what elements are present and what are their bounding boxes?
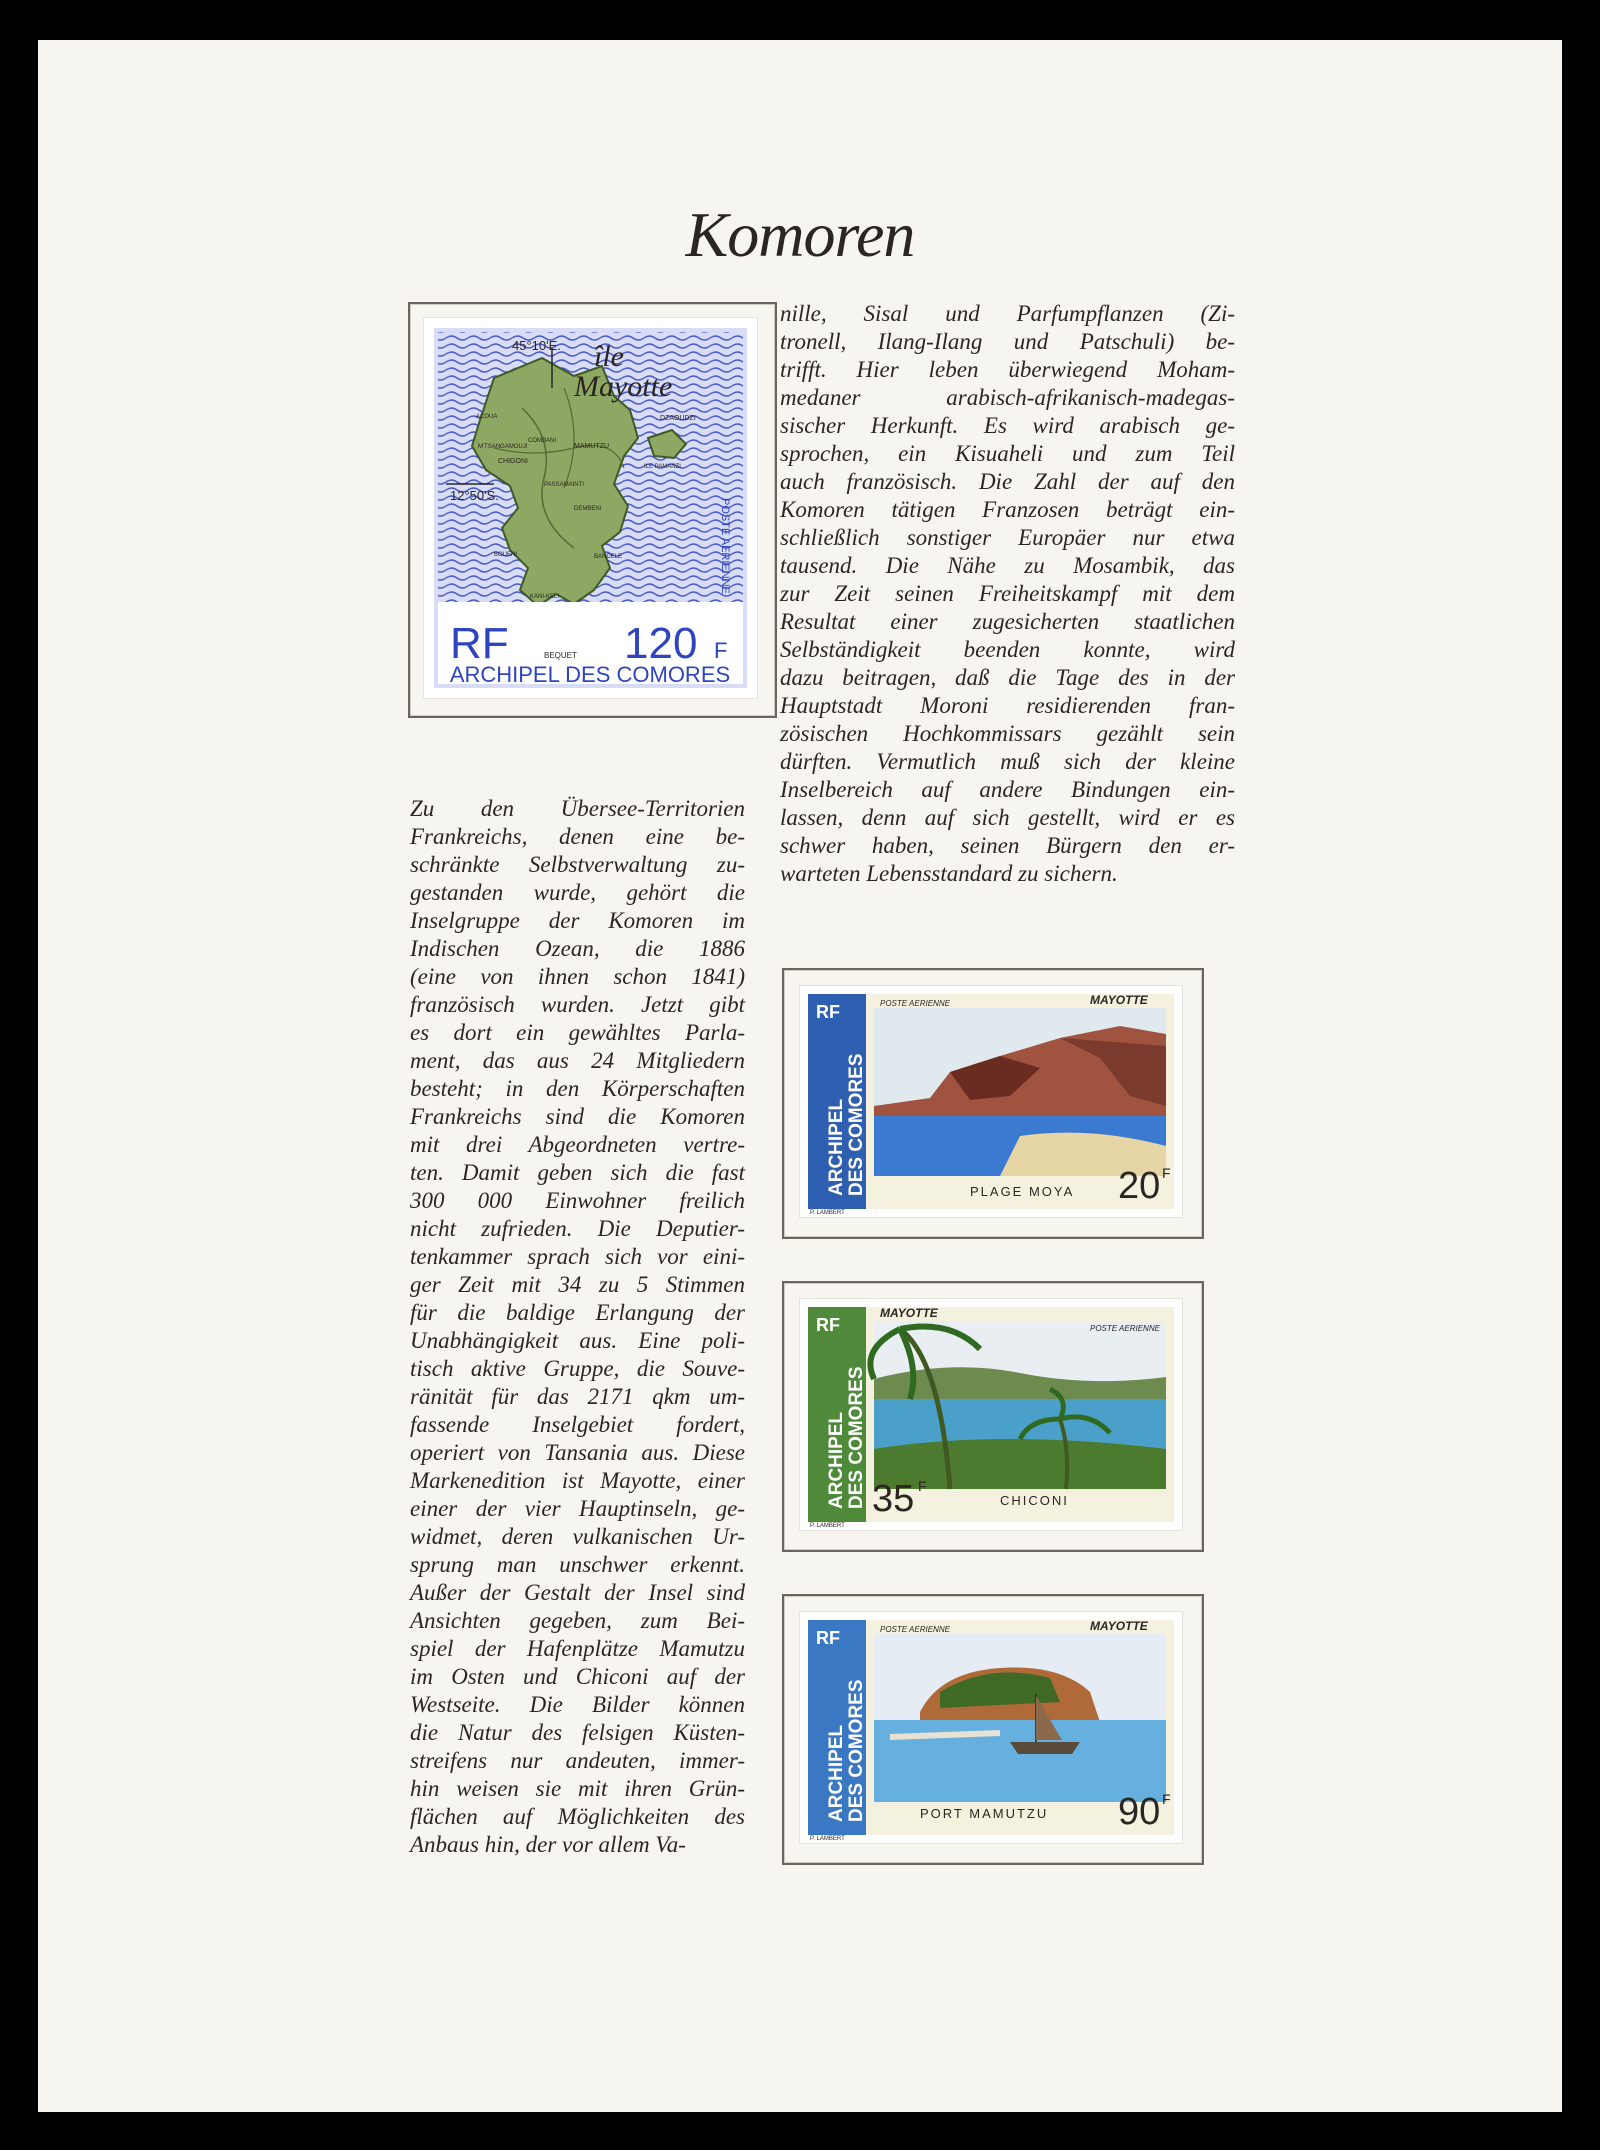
chiconi-artist: P. LAMBERT bbox=[810, 1523, 845, 1529]
map-latitude: 12°50'S. bbox=[450, 488, 499, 503]
chiconi-region: MAYOTTE bbox=[880, 1306, 938, 1320]
text-line: spiel der Hafenplätze Mamutzu bbox=[410, 1636, 745, 1661]
text-line: nicht zufrieden. Die Deputier- bbox=[410, 1216, 745, 1241]
text-line: operiert von Tansania aus. Diese bbox=[410, 1440, 745, 1465]
text-line: ger Zeit mit 34 zu 5 Stimmen bbox=[410, 1272, 745, 1297]
plage-value: 20 bbox=[1118, 1165, 1161, 1207]
text-line: im Osten und Chiconi auf der bbox=[410, 1664, 745, 1689]
plage-rf: RF bbox=[816, 1002, 840, 1022]
text-line: Außer der Gestalt der Insel sind bbox=[410, 1580, 745, 1605]
text-line: Unabhängigkeit aus. Eine poli- bbox=[410, 1328, 745, 1353]
text-line: zösischen Hochkommissars gezählt sein bbox=[780, 721, 1235, 746]
map-side-text: POSTE AERIENNE bbox=[719, 498, 731, 594]
map-title-line2: Mayotte bbox=[574, 370, 673, 403]
plage-airmail: POSTE AERIENNE bbox=[880, 999, 950, 1008]
chiconi-value: 35 bbox=[872, 1478, 915, 1520]
chiconi-country-line1: ARCHIPEL bbox=[826, 1411, 847, 1509]
text-line: einer der vier Hauptinseln, ge- bbox=[410, 1496, 745, 1521]
text-line: auch französisch. Die Zahl der auf den bbox=[780, 469, 1235, 494]
text-line: Anbaus hin, der vor allem Va- bbox=[410, 1832, 686, 1857]
text-line: (eine von ihnen schon 1841) bbox=[410, 964, 745, 989]
text-line: sischer Herkunft. Es wird arabisch ge- bbox=[780, 413, 1235, 438]
chiconi-country-line2: DES COMORES bbox=[846, 1366, 867, 1509]
map-longitude: 45°10'E. bbox=[512, 338, 561, 353]
text-column-left bbox=[410, 795, 745, 1859]
text-line: gestanden wurde, gehört die bbox=[410, 880, 745, 905]
text-line: besteht; in den Körperschaften bbox=[410, 1076, 745, 1101]
plage-value-unit: F bbox=[1162, 1165, 1171, 1181]
text-line: ment, das aus 24 Mitgliedern bbox=[410, 1048, 745, 1073]
plage-artist: P. LAMBERT bbox=[810, 1210, 845, 1216]
map-value-unit: F bbox=[714, 638, 728, 663]
text-line: Markenedition ist Mayotte, einer bbox=[410, 1468, 745, 1493]
text-line: tronell, Ilang-Ilang und Patschuli) be- bbox=[780, 329, 1235, 354]
text-line: die Natur des felsigen Küsten- bbox=[410, 1720, 745, 1745]
text-line: medaner arabisch-afrikanisch-madegas- bbox=[780, 385, 1235, 410]
text-line: ränität für das 2171 qkm um- bbox=[410, 1384, 745, 1409]
album-page bbox=[38, 40, 1562, 2112]
stamp-mount-chiconi bbox=[782, 1281, 1204, 1552]
text-line: nille, Sisal und Parfumpflanzen (Zi- bbox=[780, 301, 1235, 326]
plage-region: MAYOTTE bbox=[1090, 993, 1148, 1007]
text-line: ten. Damit geben sich die fast bbox=[410, 1160, 745, 1185]
stamp-plage-moya bbox=[800, 986, 1182, 1217]
text-line: streifens nur andeuten, immer- bbox=[410, 1748, 745, 1773]
stamp-ile-mayotte bbox=[424, 318, 757, 698]
mamutzu-country-line2: DES COMORES bbox=[846, 1679, 867, 1822]
stamp-mount-port-mamutzu bbox=[782, 1594, 1204, 1865]
mamutzu-rf: RF bbox=[816, 1628, 840, 1648]
text-line: flächen auf Möglichkeiten des bbox=[410, 1804, 745, 1829]
chiconi-caption: CHICONI bbox=[1000, 1493, 1069, 1508]
text-line: schwer haben, seinen Bürgern den er- bbox=[780, 833, 1235, 858]
mamutzu-region: MAYOTTE bbox=[1090, 1619, 1148, 1633]
map-place-0: ACOUA bbox=[476, 414, 498, 420]
map-value: 120 bbox=[624, 619, 698, 668]
text-line: schränkte Selbstverwaltung zu- bbox=[410, 852, 745, 877]
text-line: französisch wurden. Jetzt gibt bbox=[410, 992, 745, 1017]
map-rf: RF bbox=[450, 619, 509, 668]
mamutzu-value-unit: F bbox=[1162, 1791, 1171, 1807]
text-line: lassen, denn auf sich gestellt, wird er es bbox=[780, 805, 1235, 830]
text-line: dürften. Vermutlich muß sich der kleine bbox=[780, 749, 1235, 774]
text-line: trifft. Hier leben überwiegend Moham- bbox=[780, 357, 1235, 382]
text-line: tisch aktive Gruppe, die Souve- bbox=[410, 1356, 745, 1381]
map-place-11: DEMBENI bbox=[574, 506, 602, 512]
mamutzu-artist: P. LAMBERT bbox=[810, 1836, 845, 1842]
text-line: zur Zeit seinen Freiheitskampf mit dem bbox=[780, 581, 1235, 606]
text-line: Inselbereich auf andere Bindungen ein- bbox=[780, 777, 1235, 802]
mamutzu-value: 90 bbox=[1118, 1791, 1161, 1833]
text-line: Frankreichs sind die Komoren bbox=[410, 1104, 745, 1129]
text-line: dazu beitragen, daß die Tage des in der bbox=[780, 665, 1235, 690]
map-place-4: DZAOUDZI bbox=[660, 415, 696, 422]
chiconi-value-unit: F bbox=[918, 1478, 927, 1494]
stamp-mount-plage-moya bbox=[782, 968, 1204, 1239]
text-line: Frankreichs, denen eine be- bbox=[410, 824, 745, 849]
stamp-chiconi bbox=[800, 1299, 1182, 1530]
map-place-2: CHIGONI bbox=[498, 458, 528, 465]
text-line: 300 000 Einwohner freilich bbox=[410, 1188, 745, 1213]
text-line: Westseite. Die Bilder können bbox=[410, 1692, 745, 1717]
map-place-10: COMBANI bbox=[528, 438, 557, 444]
text-line: Resultat einer zugesicherten staatlichen bbox=[780, 609, 1235, 634]
chiconi-airmail: POSTE AERIENNE bbox=[1090, 1324, 1160, 1333]
stamp-port-mamutzu bbox=[800, 1612, 1182, 1843]
map-place-8: KANI-KELI bbox=[530, 594, 560, 600]
text-line: widmet, deren vulkanischen Ur- bbox=[410, 1524, 745, 1549]
text-line: tenkammer sprach sich vor eini- bbox=[410, 1244, 745, 1269]
mamutzu-airmail: POSTE AERIENNE bbox=[880, 1625, 950, 1634]
text-line: sprung man unschwer erkennt. bbox=[410, 1552, 745, 1577]
text-line: Ansichten gegeben, zum Bei- bbox=[410, 1608, 745, 1633]
map-title-line1: île bbox=[594, 340, 624, 373]
text-line: tausend. Die Nähe zu Mosambik, das bbox=[780, 553, 1235, 578]
map-place-7: BOUENI bbox=[494, 552, 518, 558]
text-column-right bbox=[780, 300, 1235, 888]
text-line: für die baldige Erlangung der bbox=[410, 1300, 745, 1325]
map-place-1: M'TSANGAMOUJI bbox=[478, 444, 528, 450]
map-place-9: PASSAMAINTI bbox=[544, 482, 584, 488]
text-line: es dort ein gewähltes Parla- bbox=[410, 1020, 745, 1045]
text-line: warteten Lebensstandard zu sichern. bbox=[780, 861, 1118, 886]
text-line: schließlich sonstiger Europäer nur etwa bbox=[780, 525, 1235, 550]
map-place-6: BANDELE bbox=[594, 554, 623, 560]
map-country: ARCHIPEL DES COMORES bbox=[449, 662, 731, 687]
mamutzu-country-line1: ARCHIPEL bbox=[826, 1724, 847, 1822]
text-line: mit drei Abgeordneten vertre- bbox=[410, 1132, 745, 1157]
map-artist: BEQUET bbox=[544, 651, 577, 660]
text-line: Zu den Übersee-Territorien bbox=[410, 796, 745, 821]
text-line: Hauptstadt Moroni residierenden fran- bbox=[780, 693, 1235, 718]
text-line: Selbständigkeit beenden konnte, wird bbox=[780, 637, 1235, 662]
plage-country-line1: ARCHIPEL bbox=[826, 1098, 847, 1196]
plage-caption: PLAGE MOYA bbox=[970, 1184, 1075, 1199]
map-place-3: MAMUTZU bbox=[574, 443, 609, 450]
plage-country-line2: DES COMORES bbox=[846, 1053, 867, 1196]
chiconi-rf: RF bbox=[816, 1315, 840, 1335]
text-line: sprochen, ein Kisuaheli und zum Teil bbox=[780, 441, 1235, 466]
page-title: Komoren bbox=[685, 199, 915, 270]
text-line: Komoren tätigen Franzosen beträgt ein- bbox=[780, 497, 1235, 522]
text-line: Inselgruppe der Komoren im bbox=[410, 908, 745, 933]
map-place-5: ILE PAMANZI bbox=[644, 464, 681, 470]
mamutzu-caption: PORT MAMUTZU bbox=[920, 1806, 1049, 1821]
stamp-mount-map bbox=[408, 302, 777, 718]
text-line: Indischen Ozean, die 1886 bbox=[410, 936, 745, 961]
text-line: hin weisen sie mit ihren Grün- bbox=[410, 1776, 745, 1801]
text-line: fassende Inselgebiet fordert, bbox=[410, 1412, 745, 1437]
